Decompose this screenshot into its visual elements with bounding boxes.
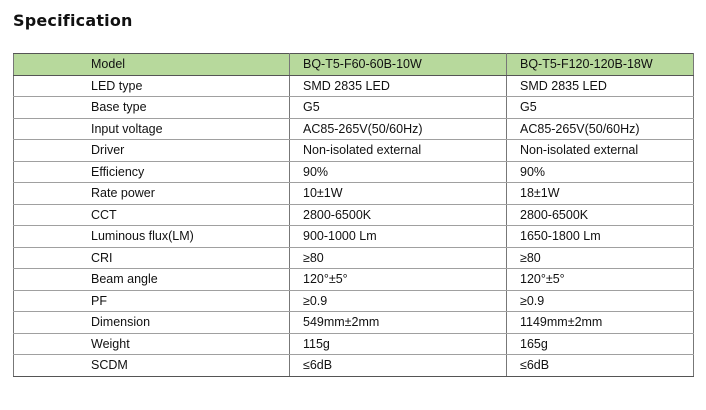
spec-label: Base type: [14, 97, 290, 119]
spec-value: ≥80: [290, 247, 507, 269]
spec-label: Weight: [14, 333, 290, 355]
table-row: [14, 140, 694, 162]
table-row: [14, 333, 694, 355]
spec-value: 1650-1800 Lm: [507, 226, 694, 248]
table-row: [14, 161, 694, 183]
spec-value: AC85-265V(50/60Hz): [290, 118, 507, 140]
table-header-row: [14, 54, 694, 76]
header-cell: BQ-T5-F120-120B-18W: [507, 54, 694, 76]
spec-value: ≥0.9: [507, 290, 694, 312]
table-row: [14, 75, 694, 97]
spec-value: 2800-6500K: [507, 204, 694, 226]
spec-value: SMD 2835 LED: [507, 75, 694, 97]
spec-value: 120°±5°: [507, 269, 694, 291]
spec-value: 2800-6500K: [290, 204, 507, 226]
spec-value: 165g: [507, 333, 694, 355]
spec-value: ≤6dB: [290, 355, 507, 377]
spec-value: ≤6dB: [507, 355, 694, 377]
spec-value: 549mm±2mm: [290, 312, 507, 334]
table-row: [14, 183, 694, 205]
spec-value: ≥80: [507, 247, 694, 269]
table-row: [14, 118, 694, 140]
spec-table: [13, 53, 694, 377]
table-row: [14, 269, 694, 291]
spec-value: 10±1W: [290, 183, 507, 205]
spec-value: Non-isolated external: [290, 140, 507, 162]
spec-value: 90%: [290, 161, 507, 183]
header-cell: BQ-T5-F60-60B-10W: [290, 54, 507, 76]
spec-value: 120°±5°: [290, 269, 507, 291]
spec-value: 115g: [290, 333, 507, 355]
table-row: [14, 247, 694, 269]
spec-label: Input voltage: [14, 118, 290, 140]
spec-value: 90%: [507, 161, 694, 183]
page-title: Specification: [13, 11, 133, 30]
spec-label: Beam angle: [14, 269, 290, 291]
spec-value: G5: [507, 97, 694, 119]
spec-label: Dimension: [14, 312, 290, 334]
table-row: [14, 290, 694, 312]
spec-label: CCT: [14, 204, 290, 226]
spec-label: SCDM: [14, 355, 290, 377]
spec-label: Luminous flux(LM): [14, 226, 290, 248]
spec-label: Rate power: [14, 183, 290, 205]
header-cell: Model: [14, 54, 290, 76]
spec-label: Efficiency: [14, 161, 290, 183]
spec-value: 18±1W: [507, 183, 694, 205]
spec-label: PF: [14, 290, 290, 312]
spec-value: G5: [290, 97, 507, 119]
spec-label: Driver: [14, 140, 290, 162]
spec-label: LED type: [14, 75, 290, 97]
spec-value: SMD 2835 LED: [290, 75, 507, 97]
table-row: [14, 226, 694, 248]
table-row: [14, 204, 694, 226]
spec-value: ≥0.9: [290, 290, 507, 312]
spec-value: 900-1000 Lm: [290, 226, 507, 248]
table-row: [14, 312, 694, 334]
spec-value: AC85-265V(50/60Hz): [507, 118, 694, 140]
spec-label: CRI: [14, 247, 290, 269]
table-row: [14, 97, 694, 119]
spec-value: Non-isolated external: [507, 140, 694, 162]
table-row: [14, 355, 694, 377]
spec-value: 1149mm±2mm: [507, 312, 694, 334]
